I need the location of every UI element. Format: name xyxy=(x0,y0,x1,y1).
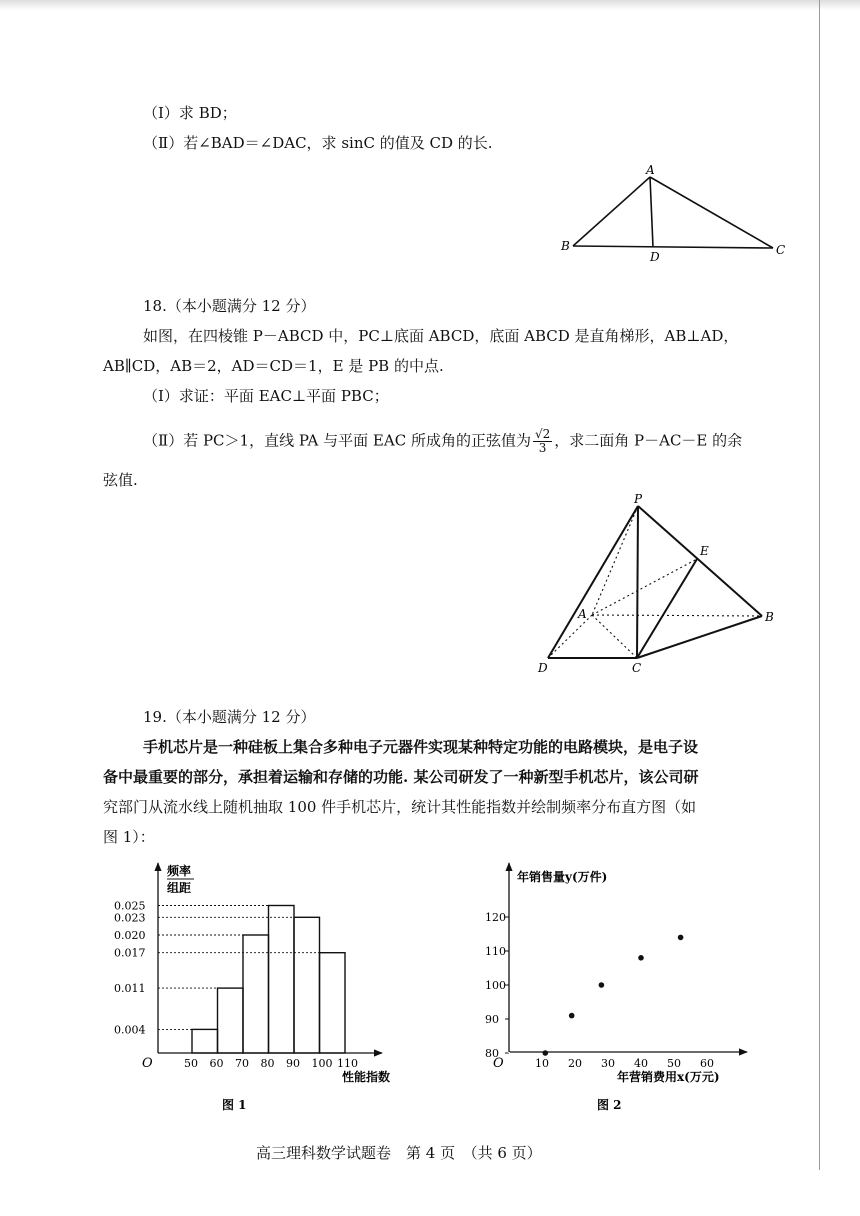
scan-page-edge xyxy=(819,0,820,1170)
hist-title: 图 1 xyxy=(222,1098,247,1112)
q18-part2-b: ，求二面角 P－AC－E 的余 xyxy=(554,431,743,450)
scatter-point-1 xyxy=(543,1050,549,1056)
q17-part2: （Ⅱ）若∠BAD＝∠DAC，求 sinC 的值及 CD 的长. xyxy=(143,134,493,152)
scatter-ytick-label: 80 xyxy=(485,1047,499,1060)
q19-line3: 究部门从流水线上随机抽取 100 件手机芯片，统计其性能指数并绘制频率分布直方图（如 xyxy=(103,798,697,816)
histogram-xtick-label: 50 xyxy=(184,1057,198,1070)
q18-part2-c: 弦值. xyxy=(103,471,138,489)
q19-line1: 手机芯片是一种硅板上集合多种电子元器件实现某种特定功能的电路模块，是电子设 xyxy=(143,738,699,756)
scatter-xtick-label: 50 xyxy=(667,1057,681,1070)
histogram-ytick-label: 0.020 xyxy=(114,929,146,942)
q18-header: 18.（本小题满分 12 分） xyxy=(143,297,316,315)
scatter-figure-2 xyxy=(485,855,765,1115)
histogram-xtick-label: 80 xyxy=(260,1057,275,1070)
fraction-numerator: √2 xyxy=(534,427,551,441)
scatter-title: 图 2 xyxy=(597,1098,622,1112)
histogram-xtick-label: 110 xyxy=(337,1057,358,1070)
q18-part1: （Ⅰ）求证：平面 EAC⊥平面 PBC； xyxy=(143,387,389,405)
page-footer: 高三理科数学试题卷 第 4 页 （共 6 页） xyxy=(256,1144,542,1162)
q18-label-d: D xyxy=(538,661,548,675)
q18-part2-a: （Ⅱ）若 PC＞1，直线 PA 与平面 EAC 所成角的正弦值为 xyxy=(143,431,531,450)
fraction-denominator: 3 xyxy=(538,441,547,455)
histogram-ytick-label: 0.017 xyxy=(114,946,146,960)
histogram-bar-[100,110) xyxy=(320,953,346,1053)
histogram-figure-1 xyxy=(110,855,430,1115)
q17-triangle-figure xyxy=(555,160,795,270)
q17-label-b: B xyxy=(561,239,570,253)
hist-origin: O xyxy=(142,1056,153,1071)
scatter-xtick-label: 40 xyxy=(634,1057,648,1070)
scatter-ytick-label: 100 xyxy=(485,979,506,992)
q18-part2-line xyxy=(143,428,742,455)
histogram-bar-[80,90) xyxy=(269,906,295,1054)
scatter-point-5 xyxy=(678,935,684,941)
q18-label-e: E xyxy=(700,544,709,558)
scatter-point-4 xyxy=(638,955,644,961)
q19-line2: 备中最重要的部分，承担着运输和存储的功能. 某公司研发了一种新型手机芯片，该公司研 xyxy=(103,768,699,786)
q17-label-a: A xyxy=(646,163,655,177)
q18-line1: 如图，在四棱锥 P－ABCD 中，PC⊥底面 ABCD，底面 ABCD 是直角梯形，AB⊥AD， xyxy=(143,327,739,345)
q19-header: 19.（本小题满分 12 分） xyxy=(143,708,316,726)
histogram-bar-[50,60) xyxy=(192,1029,218,1053)
q19-line4: 图 1）： xyxy=(103,828,155,846)
q18-label-c: C xyxy=(632,661,642,675)
scatter-xlabel: 年营销费用x(万元) xyxy=(617,1070,720,1084)
scatter-ytick-label: 110 xyxy=(485,945,506,958)
q18-line2: AB∥CD，AB＝2，AD＝CD＝1，E 是 PB 的中点. xyxy=(103,357,444,375)
q17-label-c: C xyxy=(776,243,786,257)
hist-xlabel: 性能指数 xyxy=(342,1070,391,1084)
scatter-ytick-label: 120 xyxy=(485,911,506,924)
q17-label-d: D xyxy=(650,250,660,264)
histogram-ytick-label: 0.025 xyxy=(114,899,146,913)
scatter-xtick-label: 10 xyxy=(535,1057,549,1070)
histogram-bar-[60,70) xyxy=(218,988,244,1053)
sqrt2-over-3-fraction xyxy=(533,428,552,455)
histogram-ytick-label: 0.023 xyxy=(114,911,146,925)
histogram-ytick-label: 0.011 xyxy=(114,982,146,996)
q18-label-p: P xyxy=(634,492,643,506)
histogram-xtick-label: 100 xyxy=(311,1057,333,1070)
scatter-origin: O xyxy=(493,1056,504,1071)
scatter-point-2 xyxy=(569,1013,575,1019)
histogram-xtick-label: 90 xyxy=(286,1057,300,1070)
scan-top-edge xyxy=(0,0,860,10)
histogram-xtick-label: 70 xyxy=(235,1057,249,1070)
scatter-xtick-label: 30 xyxy=(601,1057,615,1070)
scatter-xtick-label: 60 xyxy=(700,1057,714,1070)
scatter-point-3 xyxy=(599,982,605,988)
scatter-ylabel: 年销售量y(万件) xyxy=(517,870,608,884)
scatter-xtick-label: 20 xyxy=(568,1057,582,1070)
hist-ylabel-top: 频率 xyxy=(167,864,192,878)
histogram-ytick-label: 0.004 xyxy=(114,1023,146,1037)
hist-ylabel-bottom: 组距 xyxy=(167,881,192,895)
histogram-xtick-label: 60 xyxy=(209,1057,224,1070)
scatter-ytick-label: 90 xyxy=(485,1013,499,1026)
q18-pyramid-figure xyxy=(530,490,790,675)
histogram-bar-[90,100) xyxy=(294,917,320,1053)
q18-label-b: B xyxy=(765,610,774,624)
q17-part1: （Ⅰ）求 BD； xyxy=(143,104,237,122)
q18-label-a: A xyxy=(578,607,587,621)
